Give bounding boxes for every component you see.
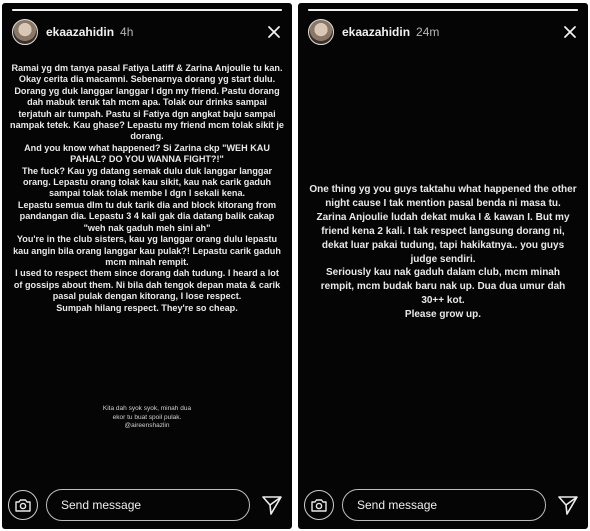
story-credit-text: Kita dah syok syok, minah dua ekor tu buat spoil pulak. @aireenshazlin: [102, 405, 192, 429]
avatar[interactable]: [308, 19, 334, 45]
camera-button[interactable]: [8, 490, 38, 520]
send-button[interactable]: [260, 493, 284, 517]
story-progress-fill: [308, 9, 578, 11]
story-footer: [8, 487, 284, 523]
send-button[interactable]: [556, 493, 580, 517]
send-icon: [261, 494, 283, 516]
username[interactable]: ekaazahidin: [342, 25, 411, 39]
story-panel-right[interactable]: [298, 3, 588, 529]
story-progress-bar: [12, 9, 282, 11]
camera-icon: [15, 498, 31, 512]
camera-button[interactable]: [304, 490, 334, 520]
username[interactable]: ekaazahidin: [46, 25, 115, 39]
camera-icon: [311, 498, 327, 512]
story-text: One thing yg you guys taktahu what happened the other night cause I tak mention pasal benda ni masa tu. Zarina Anjoulie ludah dekat muka I & kawan I. But my friend kena 2 kali. I tak respect langsung dorang ni, dekat luar pakai tudung, tapi hakikatnya.. you guys judge sendiri. Seriously kau nak gaduh dalam club, mcm minah rempit, mcm budak baru nak up. Dua dua umur dah 30++ kot. Please grow up.: [309, 184, 577, 321]
story-progress-bar: [308, 9, 578, 11]
timestamp: 4h: [120, 25, 134, 39]
story-header: [308, 17, 578, 47]
timestamp: 24m: [416, 25, 440, 39]
send-message-input[interactable]: [342, 489, 546, 521]
story-header: [12, 17, 282, 47]
avatar[interactable]: [12, 19, 38, 45]
send-message-input[interactable]: [46, 489, 250, 521]
story-progress-fill: [12, 9, 282, 11]
story-panel-left[interactable]: [2, 3, 292, 529]
story-text: Ramai yg dm tanya pasal Fatiya Latiff & Zarina Anjoulie tu kan. Okay cerita dia macamni. Sebenarnya dorang yg start dulu. Dorang yg duk langgar langgar I dgn my friend. Pastu dorang dah mabuk teruk tah mcm apa. Tolak our drinks sampai terjatuh air tumpah. Pastu si Fatiya dgn angkat baju sampai nampak tetek. Kau ghase? Lepastu my friend mcm tolak sikit je dorang. And you know what happened? Si Zarina ckp "WEH KAU PAHAL? DO YOU WANNA FIGHT?!" The fuck? Kau yg datang semak dulu duk langgar langgar orang. Lepastu orang tolak kau sikit, kau nak carik gaduh sampai tolak tolak membe I dgn I sekali kena. Lepastu semua dlm tu duk tarik dia and block kitorang from pandangan dia. Lepastu 3 4 kali gak dia datang balik cakap "weh nak gaduh meh sini ah" You're in the club sisters, kau yg langgar orang dulu lepastu kau angin bila orang langgar kau pulak?! Lepastu carik gaduh mcm minah rempit. I used to respect them since dorang dah tudung. I heard a lot of gossips about them. Ni bila dah tengok depan mata & carik pasal pulak dengan kitorang, I lose respect. Sumpah hilang respect. They're so cheap.: [10, 63, 284, 313]
close-icon[interactable]: [266, 24, 282, 40]
close-icon[interactable]: [562, 24, 578, 40]
send-icon: [557, 494, 579, 516]
story-footer: [304, 487, 580, 523]
